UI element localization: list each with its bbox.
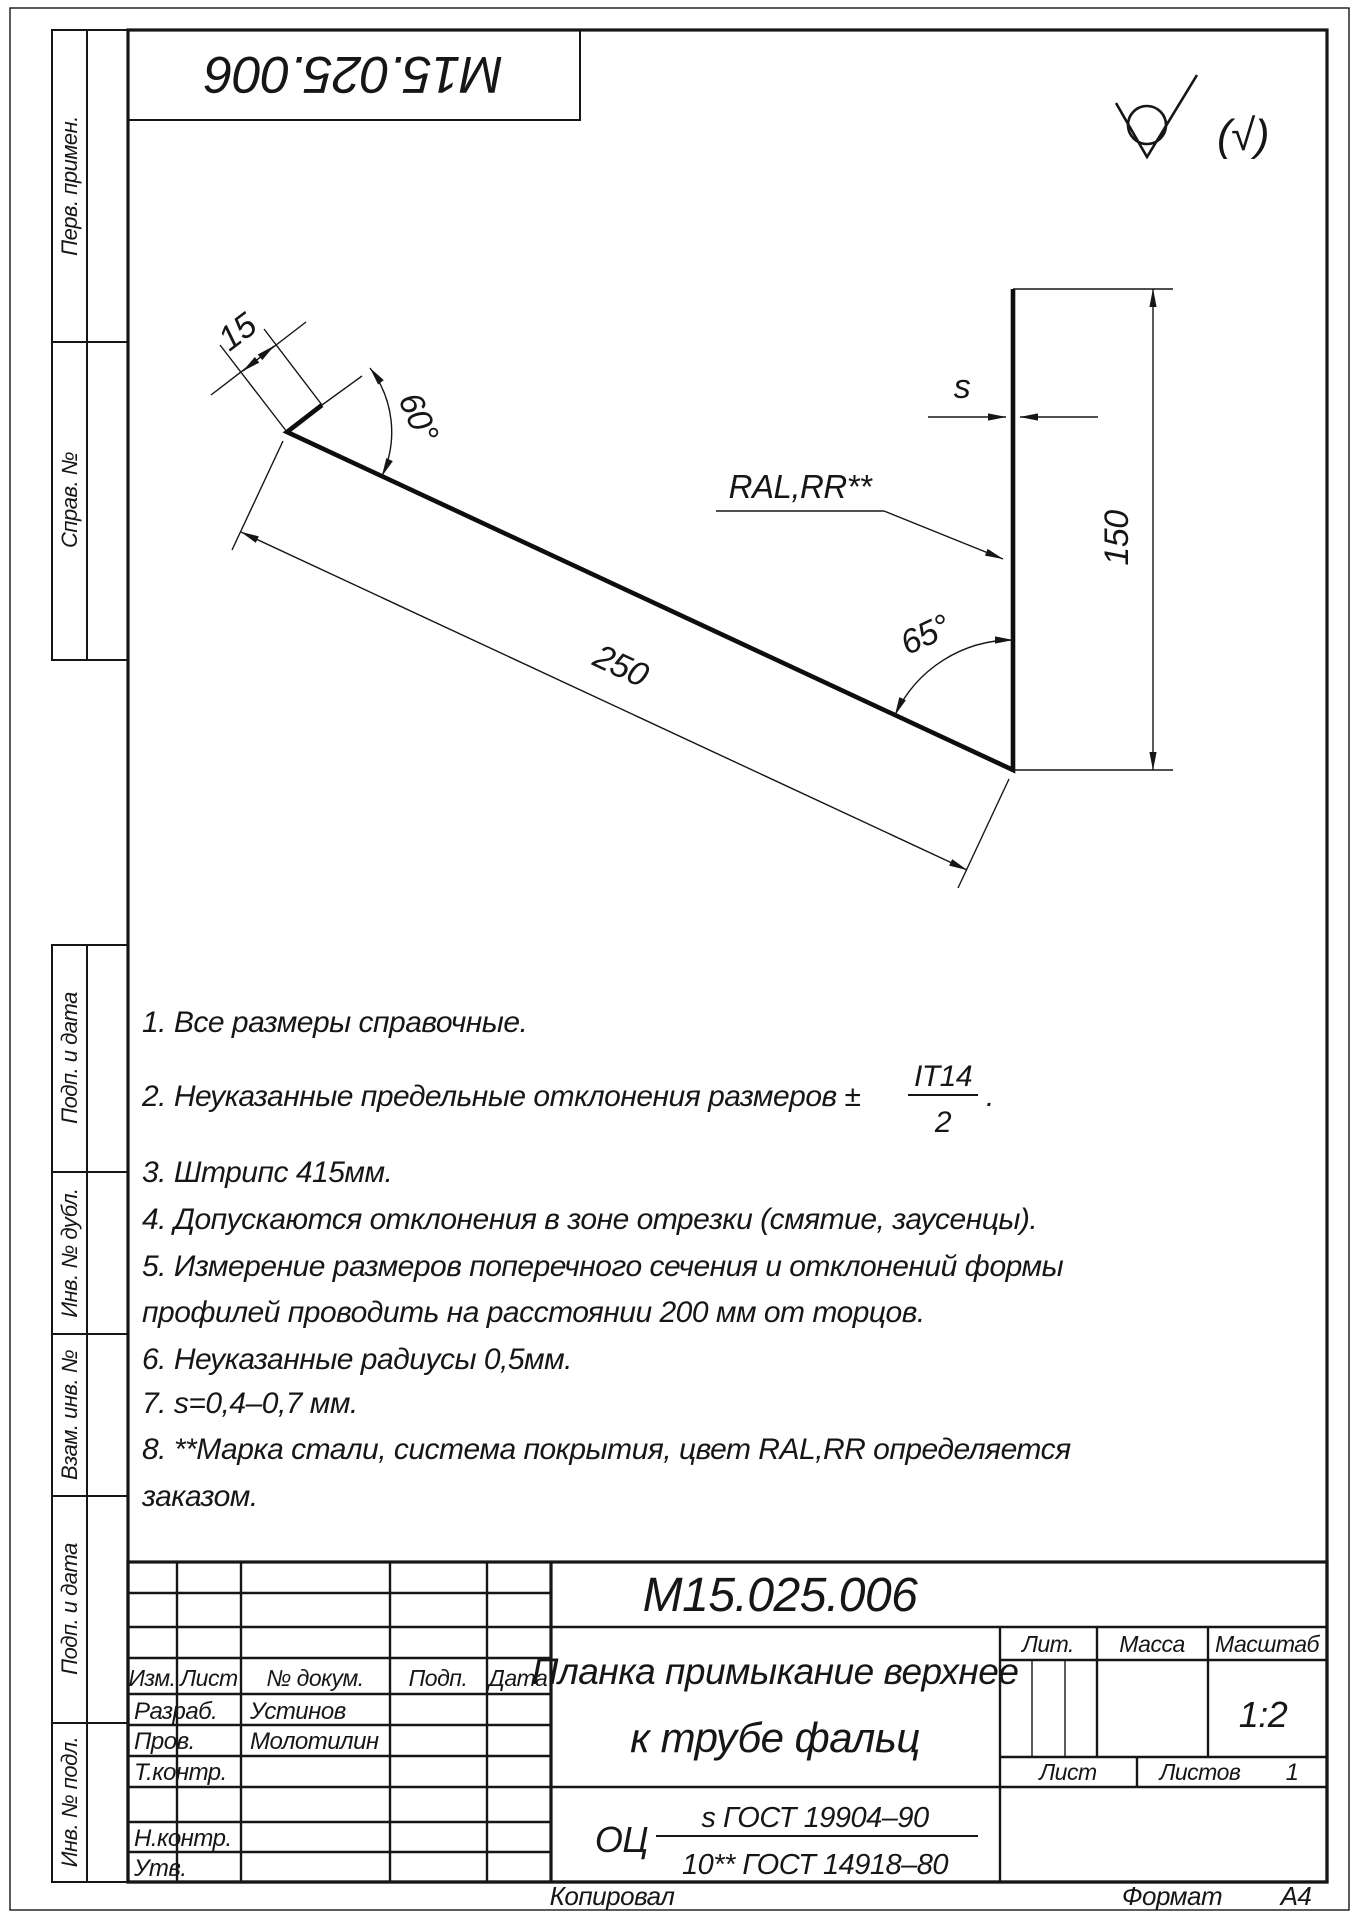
margin-label-vzam-inv: Взам. инв. № (57, 1349, 82, 1481)
note-7: 7. s=0,4–0,7 мм. (142, 1387, 358, 1420)
roughness-note-text: (√) (1217, 111, 1269, 160)
roughness-circle-icon (1128, 106, 1166, 144)
margin-label-inv-podl: Инв. № подл. (57, 1736, 82, 1868)
dim-text-s: s (953, 368, 971, 406)
col-header-izm: Изм. (128, 1665, 176, 1691)
dimension-height-150 (1013, 289, 1173, 770)
header-massa: Масса (1119, 1631, 1185, 1657)
col-header-doc: № докум. (266, 1665, 364, 1691)
row-label-utv: Утв. (134, 1855, 187, 1882)
col-header-data: Дата (488, 1665, 548, 1691)
note-2: 2. Неуказанные предельные отклонения размеров ± (142, 1080, 861, 1113)
row-name-prov: Молотилин (250, 1728, 379, 1755)
col-header-podp: Подп. (408, 1665, 468, 1691)
dimension-angle-65 (895, 607, 1013, 715)
footer-strip (550, 1881, 1312, 1911)
footer-format-value: А4 (1280, 1881, 1312, 1911)
margin-label-podp-data-1: Подп. и дата (57, 992, 82, 1124)
col-header-list: Лист (180, 1665, 238, 1691)
stamp-designation: М15.025.006 (642, 1569, 918, 1622)
note-5-line1: 5. Измерение размеров поперечного сечения и отклонений формы (142, 1250, 1064, 1283)
left-margin-column (52, 30, 128, 1882)
note-8-line1: 8. **Марка стали, система покрытия, цвет RAL,RR определяется (142, 1433, 1071, 1466)
coating-label: RAL,RR** (728, 468, 872, 505)
scale-value: 1:2 (1238, 1694, 1288, 1735)
dim-text-150: 150 (1098, 510, 1136, 566)
note-4: 4. Допускаются отклонения в зоне отрезки (смятие, заусенцы). (142, 1203, 1038, 1236)
dim-text-250: 250 (587, 637, 654, 695)
note-8-line2: заказом. (142, 1480, 258, 1513)
note-2-suffix: . (986, 1080, 994, 1113)
listov-value: 1 (1285, 1759, 1299, 1786)
doc-number-rotated: М15.025.006 (204, 45, 504, 103)
technical-notes (141, 1006, 1071, 1513)
header-masshtab: Масштаб (1215, 1631, 1319, 1657)
footer-format-label: Формат (1121, 1881, 1223, 1911)
row-name-razrab: Устинов (250, 1698, 346, 1725)
row-label-tkontr: Т.контр. (134, 1759, 227, 1786)
title-block (128, 1562, 1327, 1882)
coating-leader (716, 468, 1003, 559)
dim-text-15: 15 (211, 305, 264, 359)
note-3: 3. Штрипс 415мм. (142, 1156, 393, 1189)
note-6: 6. Неуказанные радиусы 0,5мм. (142, 1343, 573, 1376)
footer-kopiroval: Копировал (549, 1881, 675, 1911)
note-2-frac-num: IT14 (913, 1060, 973, 1093)
material-numerator: s ГОСТ 19904–90 (701, 1802, 929, 1834)
material-denominator: 10** ГОСТ 14918–80 (681, 1849, 949, 1881)
top-doc-number-box (128, 30, 580, 120)
row-label-prov: Пров. (134, 1728, 195, 1755)
row-label-nkontr: Н.контр. (134, 1825, 232, 1852)
margin-label-inv-dubl: Инв. № дубл. (57, 1188, 82, 1318)
material-prefix: ОЦ (594, 1819, 648, 1860)
row-label-razrab: Разраб. (134, 1698, 218, 1725)
dimension-angle-60 (370, 368, 446, 476)
dim-text-60deg: 60° (390, 386, 446, 449)
note-2-frac-den: 2 (934, 1106, 952, 1139)
roughness-check-icon (1116, 75, 1197, 157)
dimension-length-250 (232, 441, 1009, 888)
margin-label-sprav-no: Справ. № (57, 452, 82, 548)
stamp-title-line1: Планка примыкание верхнее (531, 1651, 1019, 1692)
label-list: Лист (1039, 1759, 1097, 1785)
sheet-frame (10, 8, 1349, 1910)
note-1: 1. Все размеры справочные. (142, 1006, 528, 1039)
header-lit: Лит. (1022, 1631, 1074, 1657)
margin-label-perv-primen: Перв. примен. (57, 116, 82, 256)
label-listov: Листов (1159, 1759, 1241, 1785)
margin-label-podp-data-2: Подп. и дата (57, 1543, 82, 1675)
dim-text-65deg: 65° (894, 607, 957, 663)
surface-roughness-symbol (1116, 75, 1269, 160)
note-5-line2: профилей проводить на расстоянии 200 мм от торцов. (142, 1296, 925, 1329)
stamp-title-line2: к трубе фальц (630, 1714, 920, 1761)
dimension-flange-15 (211, 306, 322, 432)
